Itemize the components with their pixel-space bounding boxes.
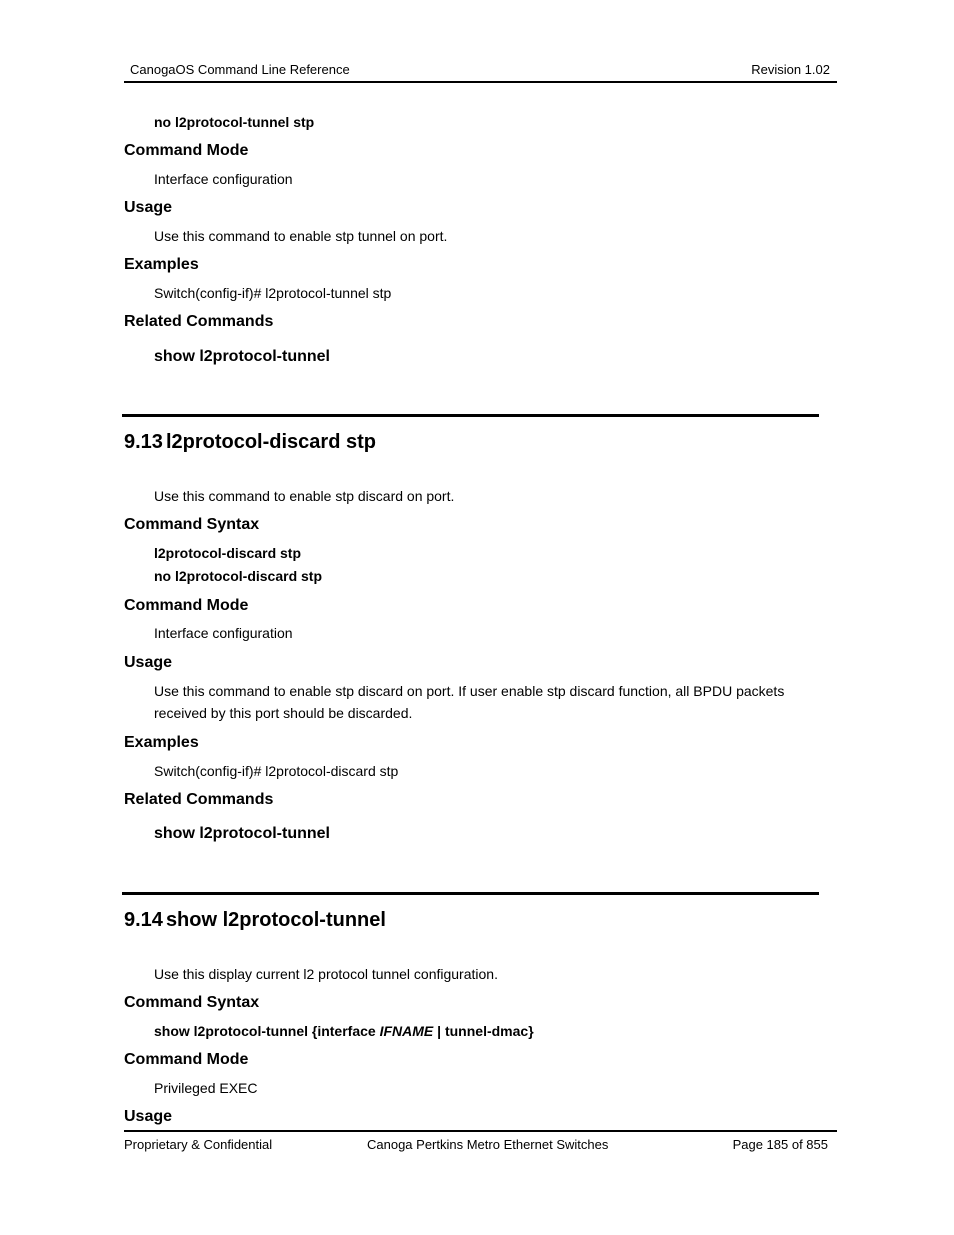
- section-rule: [122, 892, 819, 895]
- section-number: 9.13: [124, 431, 163, 453]
- syntax-line: no l2protocol-tunnel stp: [154, 114, 315, 130]
- syntax-parameter: IFNAME: [379, 1023, 434, 1039]
- usage-text: received by this port should be discarded.: [154, 705, 413, 721]
- header-revision: Revision 1.02: [751, 62, 830, 77]
- syntax-keyword: show l2protocol-tunnel {interface: [154, 1023, 380, 1039]
- heading-usage: Usage: [124, 654, 173, 671]
- syntax-line: [154, 1023, 534, 1039]
- usage-text: Use this command to enable stp tunnel on port.: [154, 228, 448, 244]
- syntax-keyword: | tunnel-dmac}: [433, 1023, 534, 1039]
- section-name: show l2protocol-tunnel: [165, 909, 386, 931]
- related-command: show l2protocol-tunnel: [154, 348, 330, 365]
- heading-usage: Usage: [124, 1108, 173, 1125]
- heading-related-commands: Related Commands: [124, 791, 274, 808]
- section-name: l2protocol-discard stp: [165, 431, 376, 453]
- footer-rule: [124, 1130, 837, 1132]
- section-number: 9.14: [124, 909, 163, 931]
- heading-examples: Examples: [124, 256, 199, 273]
- example-text: Switch(config-if)# l2protocol-discard stp: [154, 763, 399, 779]
- syntax-line: no l2protocol-discard stp: [154, 568, 323, 584]
- heading-command-mode: Command Mode: [124, 142, 249, 159]
- heading-usage: Usage: [124, 199, 173, 216]
- section-title: [124, 431, 376, 454]
- footer-page-number: Page 185 of 855: [732, 1137, 828, 1152]
- header-rule: [124, 81, 837, 83]
- command-mode-text: Privileged EXEC: [154, 1080, 258, 1096]
- heading-examples: Examples: [124, 734, 199, 751]
- syntax-line: l2protocol-discard stp: [154, 545, 302, 561]
- heading-command-mode: Command Mode: [124, 1051, 249, 1068]
- footer-product: Canoga Pertkins Metro Ethernet Switches: [367, 1137, 609, 1152]
- heading-command-mode: Command Mode: [124, 597, 249, 614]
- section-intro: Use this command to enable stp discard on port.: [154, 488, 455, 504]
- section-intro: Use this display current l2 protocol tunnel configuration.: [154, 966, 498, 982]
- header-doc-title: CanogaOS Command Line Reference: [130, 62, 350, 77]
- related-command: show l2protocol-tunnel: [154, 825, 330, 842]
- command-mode-text: Interface configuration: [154, 625, 293, 641]
- command-mode-text: Interface configuration: [154, 171, 293, 187]
- section-title: [124, 909, 386, 932]
- heading-related-commands: Related Commands: [124, 313, 274, 330]
- usage-text: Use this command to enable stp discard on port. If user enable stp discard function, all BPDU packets: [154, 683, 785, 699]
- heading-command-syntax: Command Syntax: [124, 516, 260, 533]
- heading-command-syntax: Command Syntax: [124, 994, 260, 1011]
- footer-confidential: Proprietary & Confidential: [124, 1137, 273, 1152]
- section-rule: [122, 414, 819, 417]
- example-text: Switch(config-if)# l2protocol-tunnel stp: [154, 285, 392, 301]
